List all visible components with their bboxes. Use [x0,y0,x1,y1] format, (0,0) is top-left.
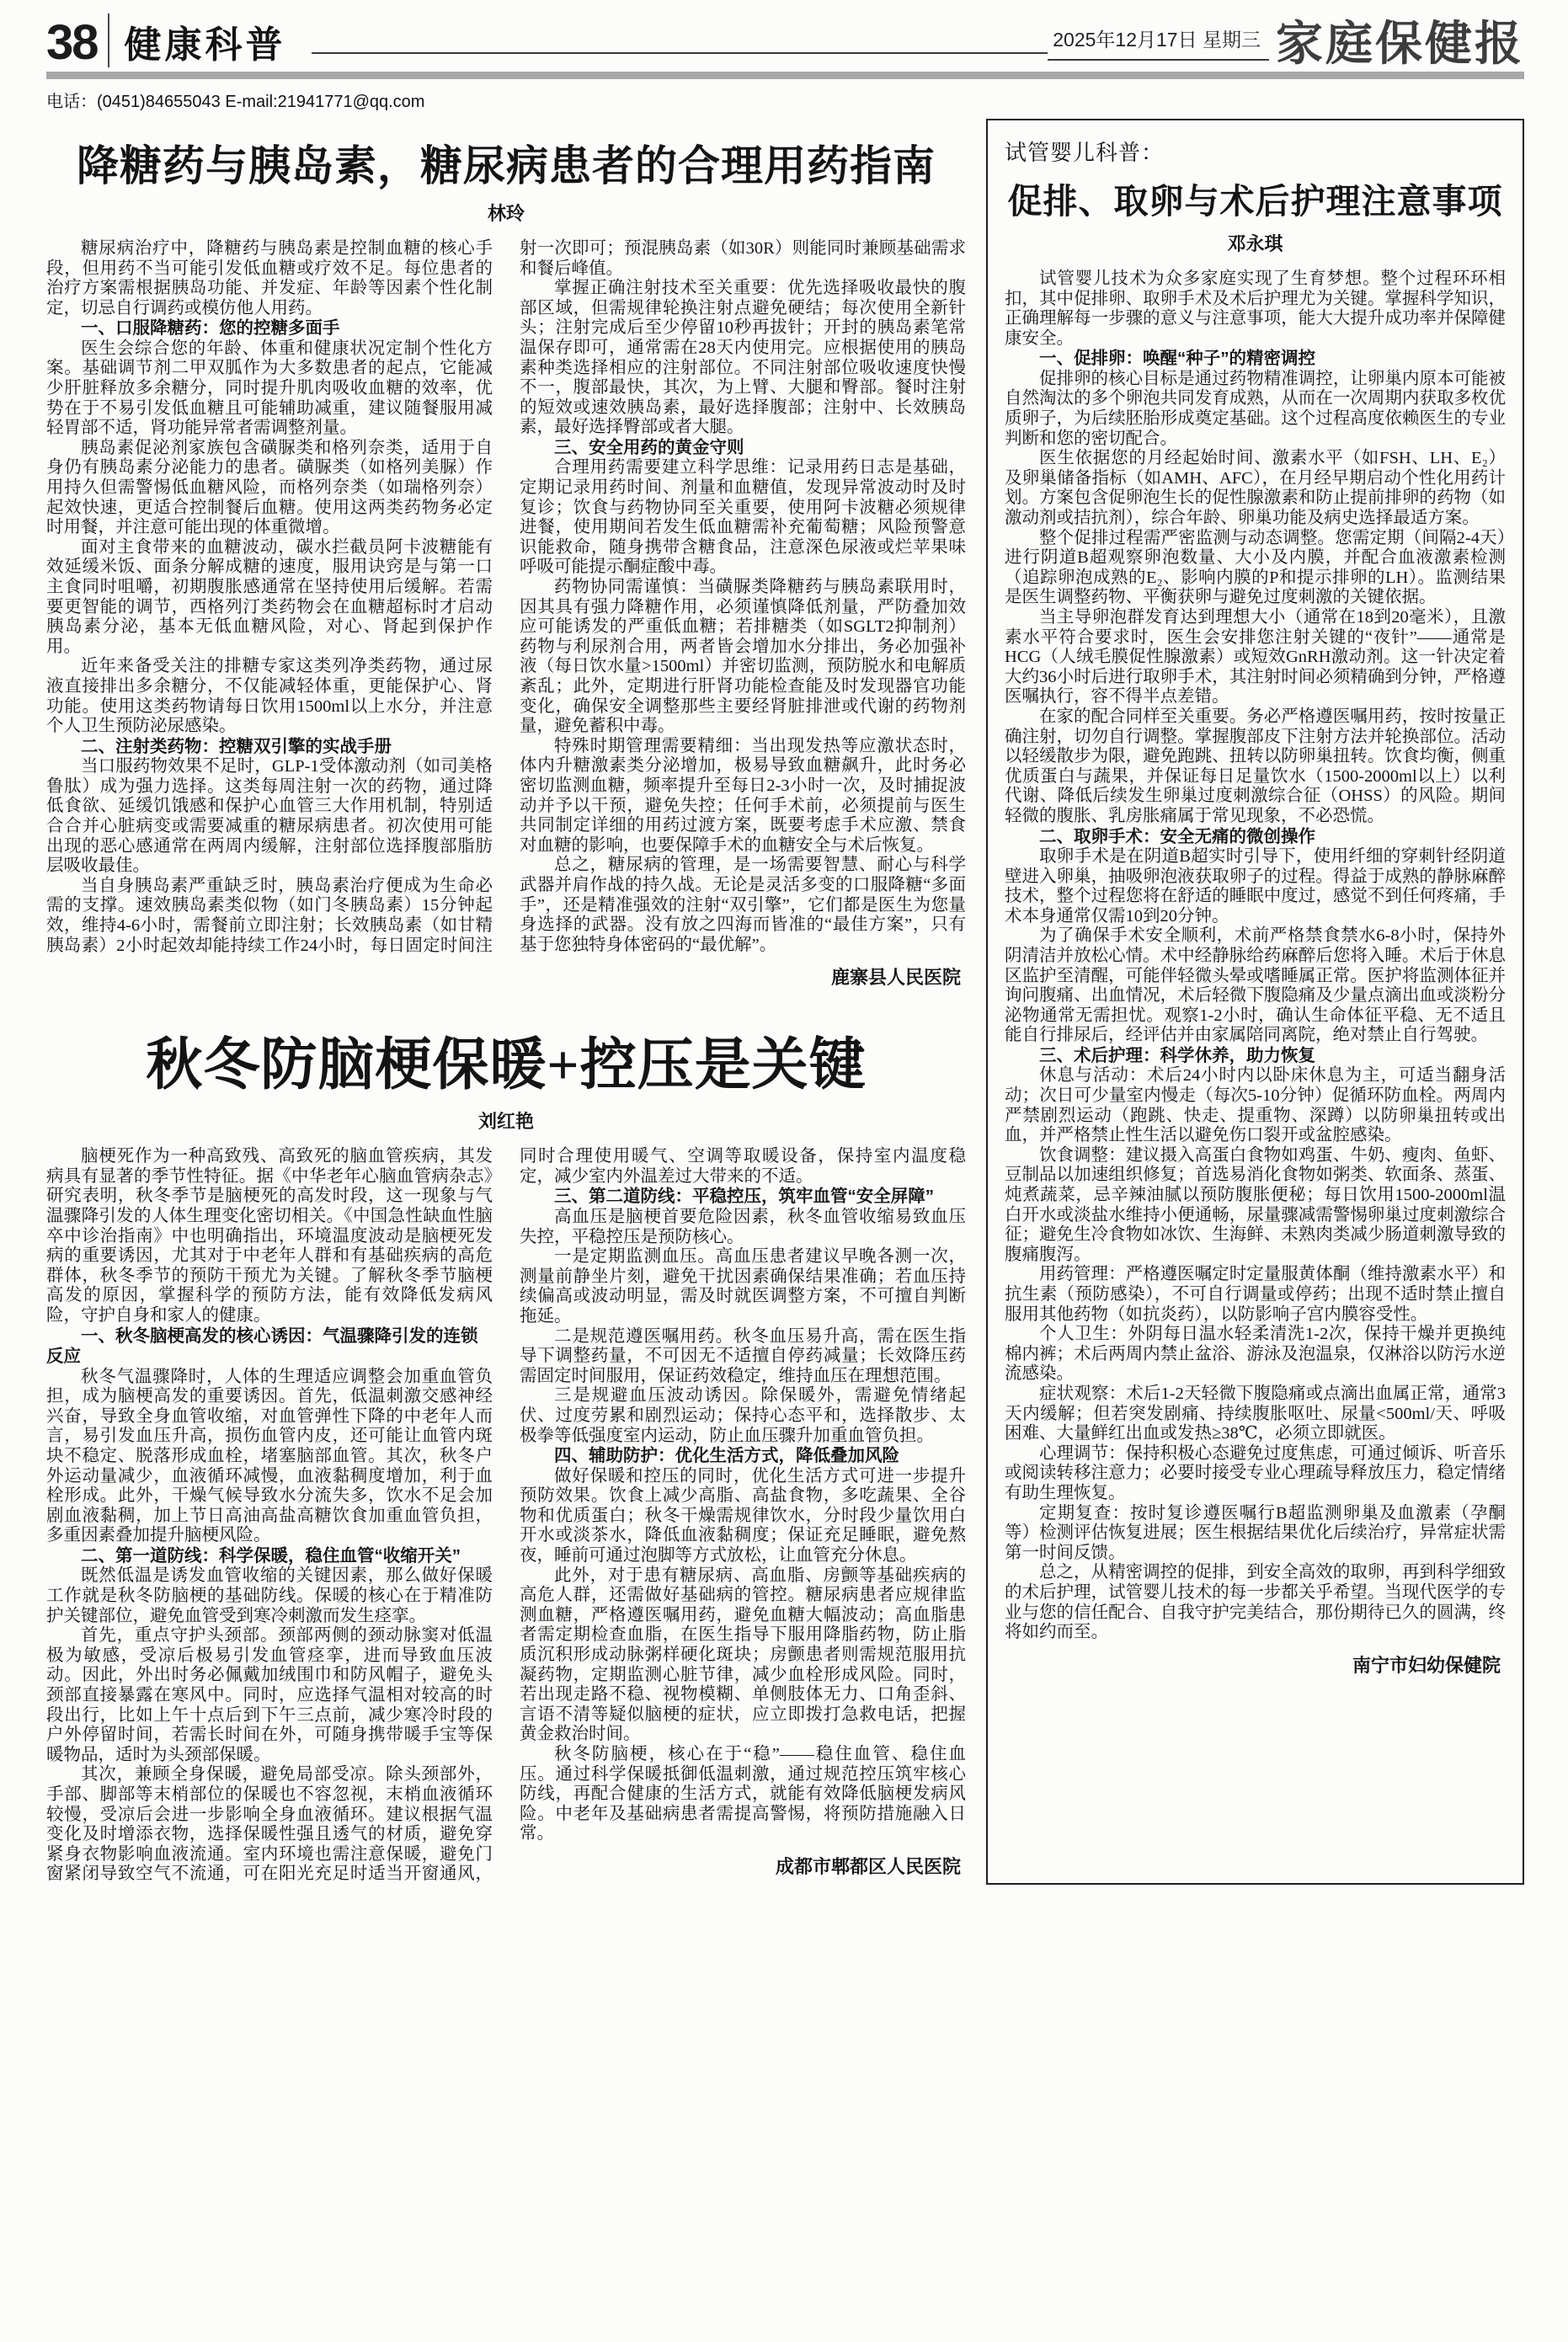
paragraph: 促排卵的核心目标是通过药物精准调控，让卵巢内原本可能被自然淘汰的多个卵泡共同发育成熟，从而在一次周期内获取多枚优质卵子，为后续胚胎形成奠定基础。这个过程高度依赖医生的专业判断和您的密切配合。 [1005,369,1506,448]
paragraph: 秋冬防脑梗，核心在于“稳”——稳住血管、稳住血压。通过科学保暖抵御低温刺激，通过规范控压筑牢核心防线，再配合健康的生活方式，就能有效降低脑梗发病风险。中老年及基础病患者需提高警惕，将预防措施融入日常。 [520,1744,966,1843]
paragraph: 当主导卵泡群发育达到理想大小（通常在18到20毫米），且激素水平符合要求时，医生会安排您注射关键的“夜针”——通常是HCG（人绒毛膜促性腺激素）或短效GnRH激动剂。这一针决定着大约36小时后进行取卵手术，其注射时间必须精确到分钟，严格遵医嘱执行，容不得半点差错。 [1005,608,1506,707]
article3-kicker: 试管婴儿科普： [1005,141,1165,165]
paragraph: 胰岛素促泌剂家族包含磺脲类和格列奈类，适用于自身仍有胰岛素分泌能力的患者。磺脲类（如格列美脲）作用持久但需警惕低血糖风险，而格列奈类（如瑞格列奈）起效快速，更适合控制餐后血糖。使用这两类药物务必定时用餐，并注意可能出现的体重微增。 [46,438,493,537]
paragraph: 此外，对于患有糖尿病、高血脂、房颤等基础疾病的高危人群，还需做好基础病的管控。糖尿病患者应规律监测血糖，严格遵医嘱用药，避免血糖大幅波动；高血脂患者需定期检查血脂，在医生指导下服用降脂药物，防止脂质沉积形成动脉粥样硬化斑块；房颤患者则需规范服用抗凝药物，定期监测心脏节律，减少血栓形成风险。同时，若出现走路不稳、视物模糊、单侧肢体无力、口角歪斜、言语不清等疑似脑梗的症状，应立即拨打急救电话，把握黄金救治时间。 [520,1566,966,1744]
article2-body [46,1147,966,1885]
subheading: 三、第二道防线：平稳控压，筑牢血管“安全屏障” [554,1187,934,1207]
paragraph: 合理用药需要建立科学思维：记录用药日志是基础，定期记录用药时间、剂量和血糖值，发现异常波动时及时复诊；饮食与药物协同至关重要，使用阿卡波糖必须规律进餐，使用期间若发生低血糖需补充葡萄糖；风险预警意识能救命，随身携带含糖食品，注意深色尿液或烂苹果味呼吸可能提示酮症酸中毒。 [520,458,966,577]
article1-author: 林玲 [487,203,525,224]
subheading: 二、注射类药物：控糖双引擎的实战手册 [81,736,392,756]
paragraph: 糖尿病治疗中，降糖药与胰岛素是控制血糖的核心手段，但用药不当可能引发低血糖或疗效不足。每位患者的治疗方案需根据胰岛功能、并发症、年龄等因素个性化制定，切忌自行调药或模仿他人用药。 [46,239,493,317]
paragraph: 药物协同需谨慎：当磺脲类降糖药与胰岛素联用时，因其具有强力降糖作用，必须谨慎降低剂量，严防叠加效应可能诱发的严重低血糖；若排糖类（如SGLT2抑制剂）药物与利尿剂合用，两者皆会增加水分排出，务必加强补液（每日饮水量>1500ml）并密切监测，预防脱水和电解质紊乱；此外，定期进行肝肾功能检查能及时发现器官功能变化，确保安全调整那些主要经肾脏排泄或代谢的药物剂量，避免蓄积中毒。 [520,578,966,736]
article1-body [46,239,966,990]
paragraph: 症状观察：术后1-2天轻微下腹隐痛或点滴出血属正常，通常3天内缓解；但若突发剧痛、持续腹胀呕吐、尿量<500ml/天、呼吸困难、大量鲜红出血或发热≥38℃，必须立即就医。 [1005,1384,1506,1443]
paragraph: 高血压是脑梗首要危险因素，秋冬血管收缩易致血压失控，平稳控压是预防核心。 [520,1207,966,1246]
subheading: 一、秋冬脑梗高发的核心诱因：气温骤降引发的连锁反应 [46,1326,478,1367]
paragraph: 为了确保手术安全顺利，术前严格禁食禁水6-8小时，保持外阴清洁并放松心情。术中经静脉给药麻醉后您将入睡。术后于休息区监护至清醒，可能伴轻微头晕或嗜睡属正常。医护将监测体征并询问腹痛、出血情况，术后轻微下腹隐痛及少量点滴出血或淡粉分泌物通常无需担忧。观察1-2小时，确认生命体征平稳、无不适且能自行排尿后，经评估并由家属陪同离院，绝对禁止自行驾驶。 [1005,926,1506,1045]
paragraph: 定期复查：按时复诊遵医嘱行B超监测卵巢及血激素（孕酮等）检测评估恢复进展；医生根据结果优化后续治疗，异常症状需第一时间反馈。 [1005,1503,1506,1562]
article-ivf-care [986,119,1524,1885]
page-content [46,119,1524,1885]
paragraph: 医生依据您的月经起始时间、激素水平（如FSH、LH、E₂）及卵巢储备指标（如AMH、AFC），在月经早期启动个性化用药计划。方案包含促卵泡生长的促性腺激素和防止提前排卵的药物（如激动剂或拮抗剂），综合年龄、卵巢功能及病史选择最适方案。 [1005,449,1506,528]
left-articles-column [46,119,966,1885]
paragraph: 整个促排过程需严密监测与动态调整。您需定期（间隔2-4天）进行阴道B超观察卵泡数量、大小及内膜，并配合血液激素检测（追踪卵泡成熟的E₂、影响内膜的P和提示排卵的LH）。监测结果是医生调整药物、平衡获卵与避免过度刺激的关键依据。 [1005,528,1506,607]
paragraph: 总之，糖尿病的管理，是一场需要智慧、耐心与科学武器并肩作战的持久战。无论是灵活多变的口服降糖“多面手”，还是精准强效的注射“双引擎”，它们都是医生为您量身选择的武器。没有放之四海而皆准的“最佳方案”，只有基于您独特身体密码的“最优解”。 [520,856,966,954]
article3-signature: 南宁市妇幼保健院 [1352,1654,1501,1676]
paragraph: 三是规避血压波动诱因。除保暖外，需避免情绪起伏、过度劳累和剧烈运动；保持心态平和，选择散步、太极拳等低强度室内运动，防止血压骤升加重血管负担。 [520,1386,966,1445]
section-title: 健康科普 [124,24,286,66]
paragraph: 试管婴儿技术为众多家庭实现了生育梦想。整个过程环环相扣，其中促排卵、取卵手术及术后护理尤为关键。掌握科学知识，正确理解每一步骤的意义与注意事项，能大大提升成功率并保障健康安全。 [1005,269,1506,348]
article1-title: 降糖药与胰岛素，糖尿病患者的合理用药指南 [77,142,936,189]
paragraph: 面对主食带来的血糖波动，碳水拦截员阿卡波糖能有效延缓米饭、面条分解成糖的速度，服用诀窍是与第一口主食同时咀嚼，初期腹胀感通常在坚持使用后缓解。若需要更智能的调节，西格列汀类药物会在血糖超标时才启动胰岛素分泌，基本无低血糖风险，对心、肾起到保护作用。 [46,537,493,656]
article3-body [1005,269,1506,1678]
paragraph: 休息与活动：术后24小时内以卧床休息为主，可适当翻身活动；次日可少量室内慢走（每次5-10分钟）促循环防血栓。两周内严禁剧烈运动（跑跳、快走、提重物、深蹲）以防卵巢扭转或出血，并严格禁止性生活以避免伤口裂开或盆腔感染。 [1005,1066,1506,1145]
subheading: 一、促排卵：唤醒“种子”的精密调控 [1039,349,1315,369]
page-header [46,13,1524,71]
subheading: 三、安全用药的黄金守则 [554,437,744,457]
paragraph: 用药管理：严格遵医嘱定时定量服黄体酮（维持激素水平）和抗生素（预防感染），不可自行调量或停药；出现不适时禁止擅自服用其他药物（如抗炎药），以防影响子宫内膜容受性。 [1005,1265,1506,1324]
subheading: 二、取卵手术：安全无痛的微创操作 [1039,826,1315,846]
article-diabetes-medication [46,132,966,990]
article1-paragraphs [46,239,966,990]
subheading: 一、口服降糖药：您的控糖多面手 [81,318,340,339]
article3-paragraphs [1005,269,1506,1643]
paragraph: 当口服药物效果不足时，GLP-1受体激动剂（如司美格鲁肽）成为强力选择。这类每周注射一次的药物，通过降低食欲、延缓饥饿感和保护心血管三大作用机制，特别适合合并心脏病变或需要减重的糖尿病患者。初次使用可能出现的恶心感通常在两周内缓解，注射部位选择腹部脂肪层吸收最佳。 [46,757,493,876]
paragraph: 饮食调整：建议摄入高蛋白食物如鸡蛋、牛奶、瘦肉、鱼虾、豆制品以加速组织修复；首选易消化食物如粥类、软面条、蒸蛋、炖煮蔬菜，忌辛辣油腻以预防腹胀便秘；每日饮用1500-2000ml温白开水或淡盐水维持小便通畅，尿量骤减需警惕卵巢过度刺激综合征；避免生冷食物如冰饮、生海鲜、未熟肉类减少肠道刺激导致的腹痛腹泻。 [1005,1145,1506,1264]
article2-signature: 成都市郫都区人民医院 [775,1855,961,1877]
paragraph: 秋冬气温骤降时，人体的生理适应调整会加重血管负担，成为脑梗高发的重要诱因。首先，低温刺激交感神经兴奋，导致全身血管收缩，对血管弹性下降的中老年人而言，易引发血压升高，损伤血管内皮，还可能让血管内斑块不稳定、脱落形成血栓，堵塞脑部血管。其次，秋冬户外运动量减少，血液循环减慢，血液黏稠度增加，利于血栓形成。此外，干燥气候导致水分流失多，饮水不足会加剧血液黏稠，加上节日高油高盐高糖饮食加重血管负担，多重因素叠加提升脑梗风险。 [46,1367,493,1545]
subheading: 四、辅助防护：优化生活方式，降低叠加风险 [554,1446,899,1466]
article-stroke-prevention [46,1020,966,1885]
paragraph: 脑梗死作为一种高致残、高致死的脑血管疾病，其发病具有显著的季节性特征。据《中华老年心脑血管病杂志》研究表明，秋冬季节是脑梗死的高发时段，这一现象与气温骤降引发的人体生理变化密切相关。《中国急性缺血性脑卒中诊治指南》中也明确指出，环境温度波动是脑梗死发病的重要诱因，尤其对于中老年人群和有基础疾病的高危群体，秋冬季节的预防干预尤为关键。了解秋冬季节脑梗高发的原因，掌握科学的预防方法，能有效降低发病风险，守护自身和家人的健康。 [46,1147,493,1326]
header-divider [108,13,109,67]
paragraph: 做好保暖和控压的同时，优化生活方式可进一步提升预防效果。饮食上减少高脂、高盐食物，多吃蔬果、全谷物和优质蛋白；秋冬干燥需规律饮水，分时段少量饮用白开水或淡茶水，降低血液黏稠度；保证充足睡眠，避免熬夜，睡前可通过泡脚等方式放松，让血管充分休息。 [520,1466,966,1565]
article3-author: 邓永琪 [1227,233,1283,254]
header-rule [312,52,1048,54]
subheading: 三、术后护理：科学休养，助力恢复 [1039,1045,1315,1065]
article2-title: 秋冬防脑梗保暖+控压是关键 [146,1034,867,1097]
paragraph: 既然低温是诱发血管收缩的关键因素，那么做好保暖工作就是秋冬防脑梗的基础防线。保暖的核心在于精准防护关键部位，避免血管受到寒冷刺激而发生痉挛。 [46,1566,493,1625]
subheading: 二、第一道防线：科学保暖，稳住血管“收缩开关” [81,1545,461,1566]
paragraph: 当自身胰岛素严重缺乏时，胰岛素治疗便成为生命必需的支撑。速效胰岛素类似物（如门冬胰岛素）15分钟起效，维持4-6小时，需餐前立即注射；长效胰岛素（如甘精胰岛素）2小时起效却能持续工作24小时，每日固定时间注射一次即可；预混胰岛素（如30R）则能同时兼顾基础需求和餐后峰值。 [46,239,966,955]
header-thick-rule [46,72,1524,79]
paragraph: 取卵手术是在阴道B超实时引导下，使用纤细的穿刺针经阴道壁进入卵巢，抽吸卵泡液获取卵子的过程。得益于成熟的静脉麻醉技术，整个过程您将在舒适的睡眠中度过，感觉不到任何疼痛，手术本身通常仅需10到20分钟。 [1005,847,1506,926]
newspaper-masthead: 家庭保健报 [1276,18,1524,71]
page-number: 38 [46,15,98,70]
paragraph: 一是定期监测血压。高血压患者建议早晚各测一次，测量前静坐片刻，避免干扰因素确保结果准确；若血压持续偏高或波动明显，需及时就医调整方案，不可擅自判断拖延。 [520,1247,966,1326]
paragraph: 掌握正确注射技术至关重要：优先选择吸收最快的腹部区域，但需规律轮换注射点避免硬结；每次使用全新针头；注射完成后至少停留10秒再拔针；开封的胰岛素笔常温保存即可，通常需在28天内使用完。应根据使用的胰岛素种类选择相应的注射部位。不同注射部位吸收速度快慢不一，腹部最快，其次，为上臂、大腿和臀部。餐时注射的短效或速效胰岛素，最好选择腹部；注射中、长效胰岛素，最好选择臀部或者大腿。 [520,279,966,437]
paragraph: 心理调节：保持积极心态避免过度焦虑，可通过倾诉、听音乐或阅读转移注意力；必要时接受专业心理疏导释放压力，稳定情绪有助生理恢复。 [1005,1443,1506,1502]
paragraph: 在家的配合同样至关重要。务必严格遵医嘱用药，按时按量正确注射，切勿自行调整。掌握腹部皮下注射方法并轮换部位。活动以轻缓散步为限，避免跑跳、扭转以防卵巢扭转。饮食均衡，侧重优质蛋白与蔬果，并保证每日足量饮水（1500-2000ml以上）以利代谢、降低后续发生卵巢过度刺激综合征（OHSS）的风险。期间轻微的腹胀、乳房胀痛属于常见现象，不必恐慌。 [1005,707,1506,825]
contact-line: 电话：(0451)84655043 E-mail:21941771@qq.com [46,93,425,111]
article1-signature: 鹿寨县人民医院 [830,967,961,989]
paragraph: 医生会综合您的年龄、体重和健康状况定制个性化方案。基础调节剂二甲双胍作为大多数患者的起点，它能减少肝脏释放多余糖分，同时提升肌肉吸收血糖的效率，优势在于不易引发低血糖且可能辅助减重，建议随餐服用减轻胃部不适，肾功能异常者需调整剂量。 [46,339,493,438]
paragraph: 特殊时期管理需要精细：当出现发热等应激状态时，体内升糖激素类分泌增加，极易导致血糖飙升，此时务必密切监测血糖，频率提升至每日2-3小时一次，及时捕捉波动并予以干预，避免失控；任何手术前，必须提前与医生共同制定详细的用药过渡方案，既要考虑手术应激、禁食对血糖的影响，也要保障手术的血糖安全与术后恢复。 [520,736,966,855]
issue-date: 2025年12月17日 星期三 [1048,24,1269,61]
paragraph: 近年来备受关注的排糖专家这类列净类药物，通过尿液直接排出多余糖分，不仅能减轻体重，更能保护心、肾功能。使用这类药物请每日饮用1500ml以上水分，并注意个人卫生预防泌尿感染。 [46,657,493,736]
paragraph: 首先，重点守护头颈部。颈部两侧的颈动脉窦对低温极为敏感，受凉后极易引发血管痉挛，进而导致血压波动。因此，外出时务必佩戴加绒围巾和防风帽子，避免头颈部直接暴露在寒风中。同时，应选择气温相对较高的时段出行，比如上午十点后到下午三点前，减少寒冷时段的户外停留时间，若需长时间在外，可随身携带暖手宝等保暖物品，适时为头颈部保暖。 [46,1626,493,1764]
paragraph: 个人卫生：外阴每日温水轻柔清洗1-2次，保持干燥并更换纯棉内裤；术后两周内禁止盆浴、游泳及泡温泉，仅淋浴以防污水逆流感染。 [1005,1325,1506,1384]
paragraph: 总之，从精密调控的促排，到安全高效的取卵，再到科学细致的术后护理，试管婴儿技术的每一步都关乎希望。当现代医学的专业与您的信任配合、自我守护完美结合，那份期待已久的圆满，终将如约而至。 [1005,1563,1506,1642]
paragraph: 二是规范遵医嘱用药。秋冬血压易升高，需在医生指导下调整药量，不可因无不适擅自停药减量；长效降压药需固定时间服用，保证药效稳定，维持血压在理想范围。 [520,1326,966,1385]
article3-title: 促排、取卵与术后护理注意事项 [1007,182,1503,221]
article2-paragraphs [46,1147,966,1885]
paragraph: 其次，兼顾全身保暖，避免局部受凉。除头颈部外，手部、脚部等末梢部位的保暖也不容忽视，末梢血液循环较慢，受凉后会进一步影响全身血液循环。建议根据气温变化及时增添衣物，选择保暖性强且透气的材质，避免穿紧身衣物影响血液流通。室内环境也需注意保暖，避免门窗紧闭导致空气不流通，可在阳光充足时适当开窗通风，同时合理使用暖气、空调等取暖设备，保持室内温度稳定，减少室内外温差过大带来的不适。 [46,1147,966,1884]
article2-author: 刘红艳 [477,1111,534,1133]
